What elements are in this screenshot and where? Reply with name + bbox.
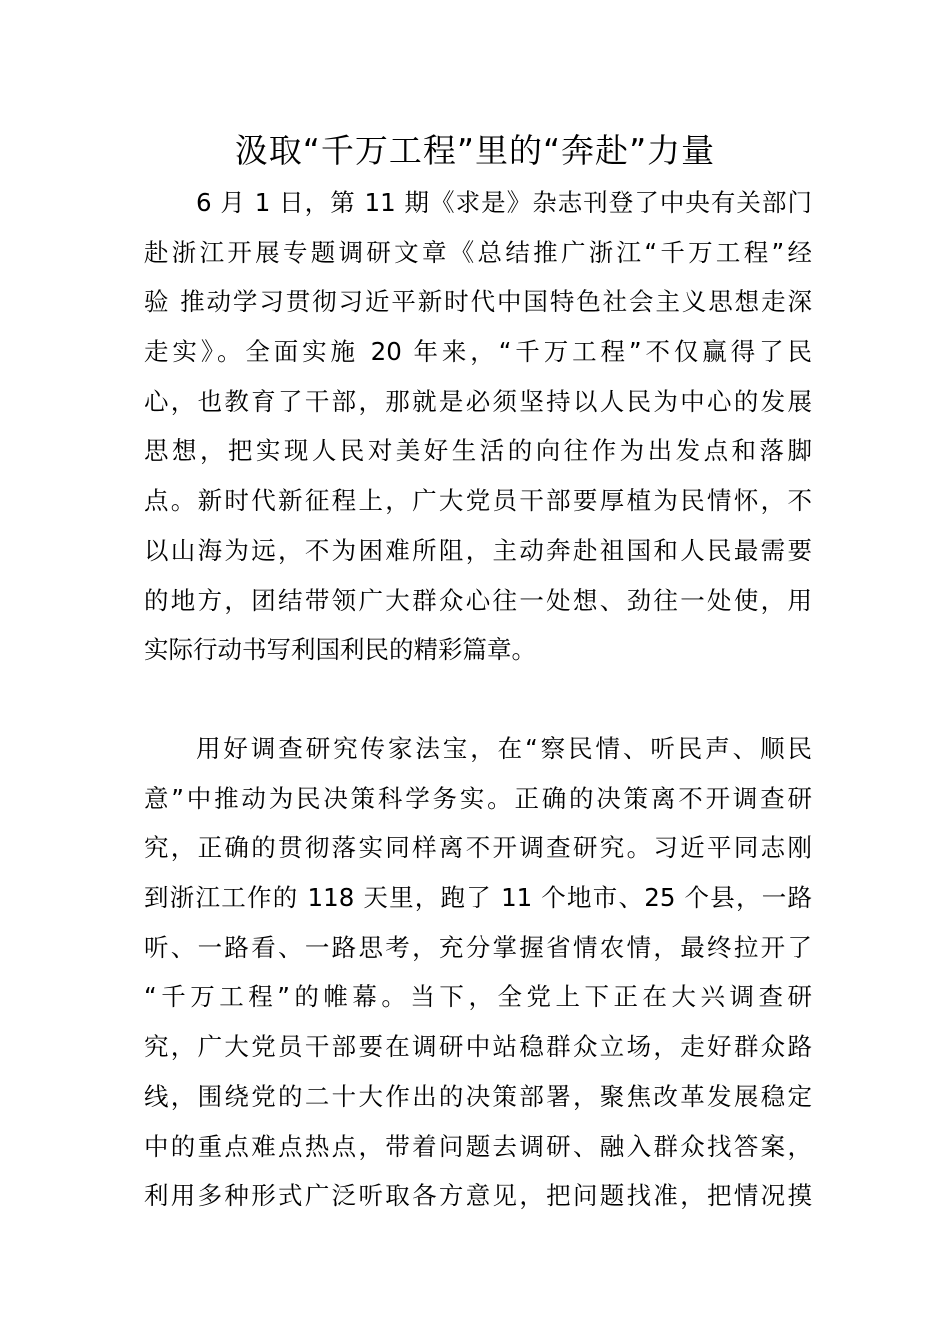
paragraph-line: 线，围绕党的二十大作出的决策部署，聚焦改革发展稳定: [144, 1081, 812, 1111]
paragraph-line: 赴浙江开展专题调研文章《总结推广浙江“千万工程”经: [144, 237, 812, 267]
paragraph-2: [144, 724, 812, 1221]
paragraph-line: 究，正确的贯彻落实同样离不开调查研究。习近平同志刚: [144, 833, 812, 863]
paragraph-line: 中的重点难点热点，带着问题去调研、融入群众找答案，: [144, 1131, 812, 1161]
paragraph-line: 用好调查研究传家法宝，在“察民情、听民声、顺民: [196, 734, 812, 763]
paragraph-line: 6 月 1 日，第 11 期《求是》杂志刊登了中央有关部门: [196, 188, 812, 217]
paragraph-line: 实际行动书写利国利民的精彩篇章。: [144, 635, 536, 665]
paragraph-line: 验 推动学习贯彻习近平新时代中国特色社会主义思想走深: [144, 287, 812, 317]
document-title: 汲取“千万工程”里的“奔赴”力量: [234, 131, 716, 170]
paragraph-line: 心，也教育了干部，那就是必须坚持以人民为中心的发展: [144, 386, 812, 416]
paragraph-line: “千万工程”的帷幕。当下，全党上下正在大兴调查研: [144, 982, 812, 1012]
paragraph-line: 的地方，团结带领广大群众心往一处想、劲往一处使，用: [144, 585, 812, 615]
paragraph-line: 到浙江工作的 118 天里，跑了 11 个地市、25 个县，一路: [144, 883, 812, 913]
paragraph-line: 听、一路看、一路思考，充分掌握省情农情，最终拉开了: [144, 932, 812, 962]
paragraph-1: [144, 178, 812, 675]
paragraph-line: 利用多种形式广泛听取各方意见，把问题找准，把情况摸: [144, 1181, 812, 1211]
paragraph-line: 走实》。全面实施 20 年来，“千万工程”不仅赢得了民: [144, 337, 812, 367]
paragraph-line: 以山海为远，不为困难所阻，主动奔赴祖国和人民最需要: [144, 535, 812, 565]
paragraph-line: 究，广大党员干部要在调研中站稳群众立场，走好群众路: [144, 1032, 812, 1062]
paragraph-line: 思想，把实现人民对美好生活的向往作为出发点和落脚: [144, 436, 812, 466]
paragraph-line: 意”中推动为民决策科学务实。正确的决策离不开调查研: [144, 783, 812, 813]
paragraph-line: 点。新时代新征程上，广大党员干部要厚植为民情怀，不: [144, 486, 812, 516]
